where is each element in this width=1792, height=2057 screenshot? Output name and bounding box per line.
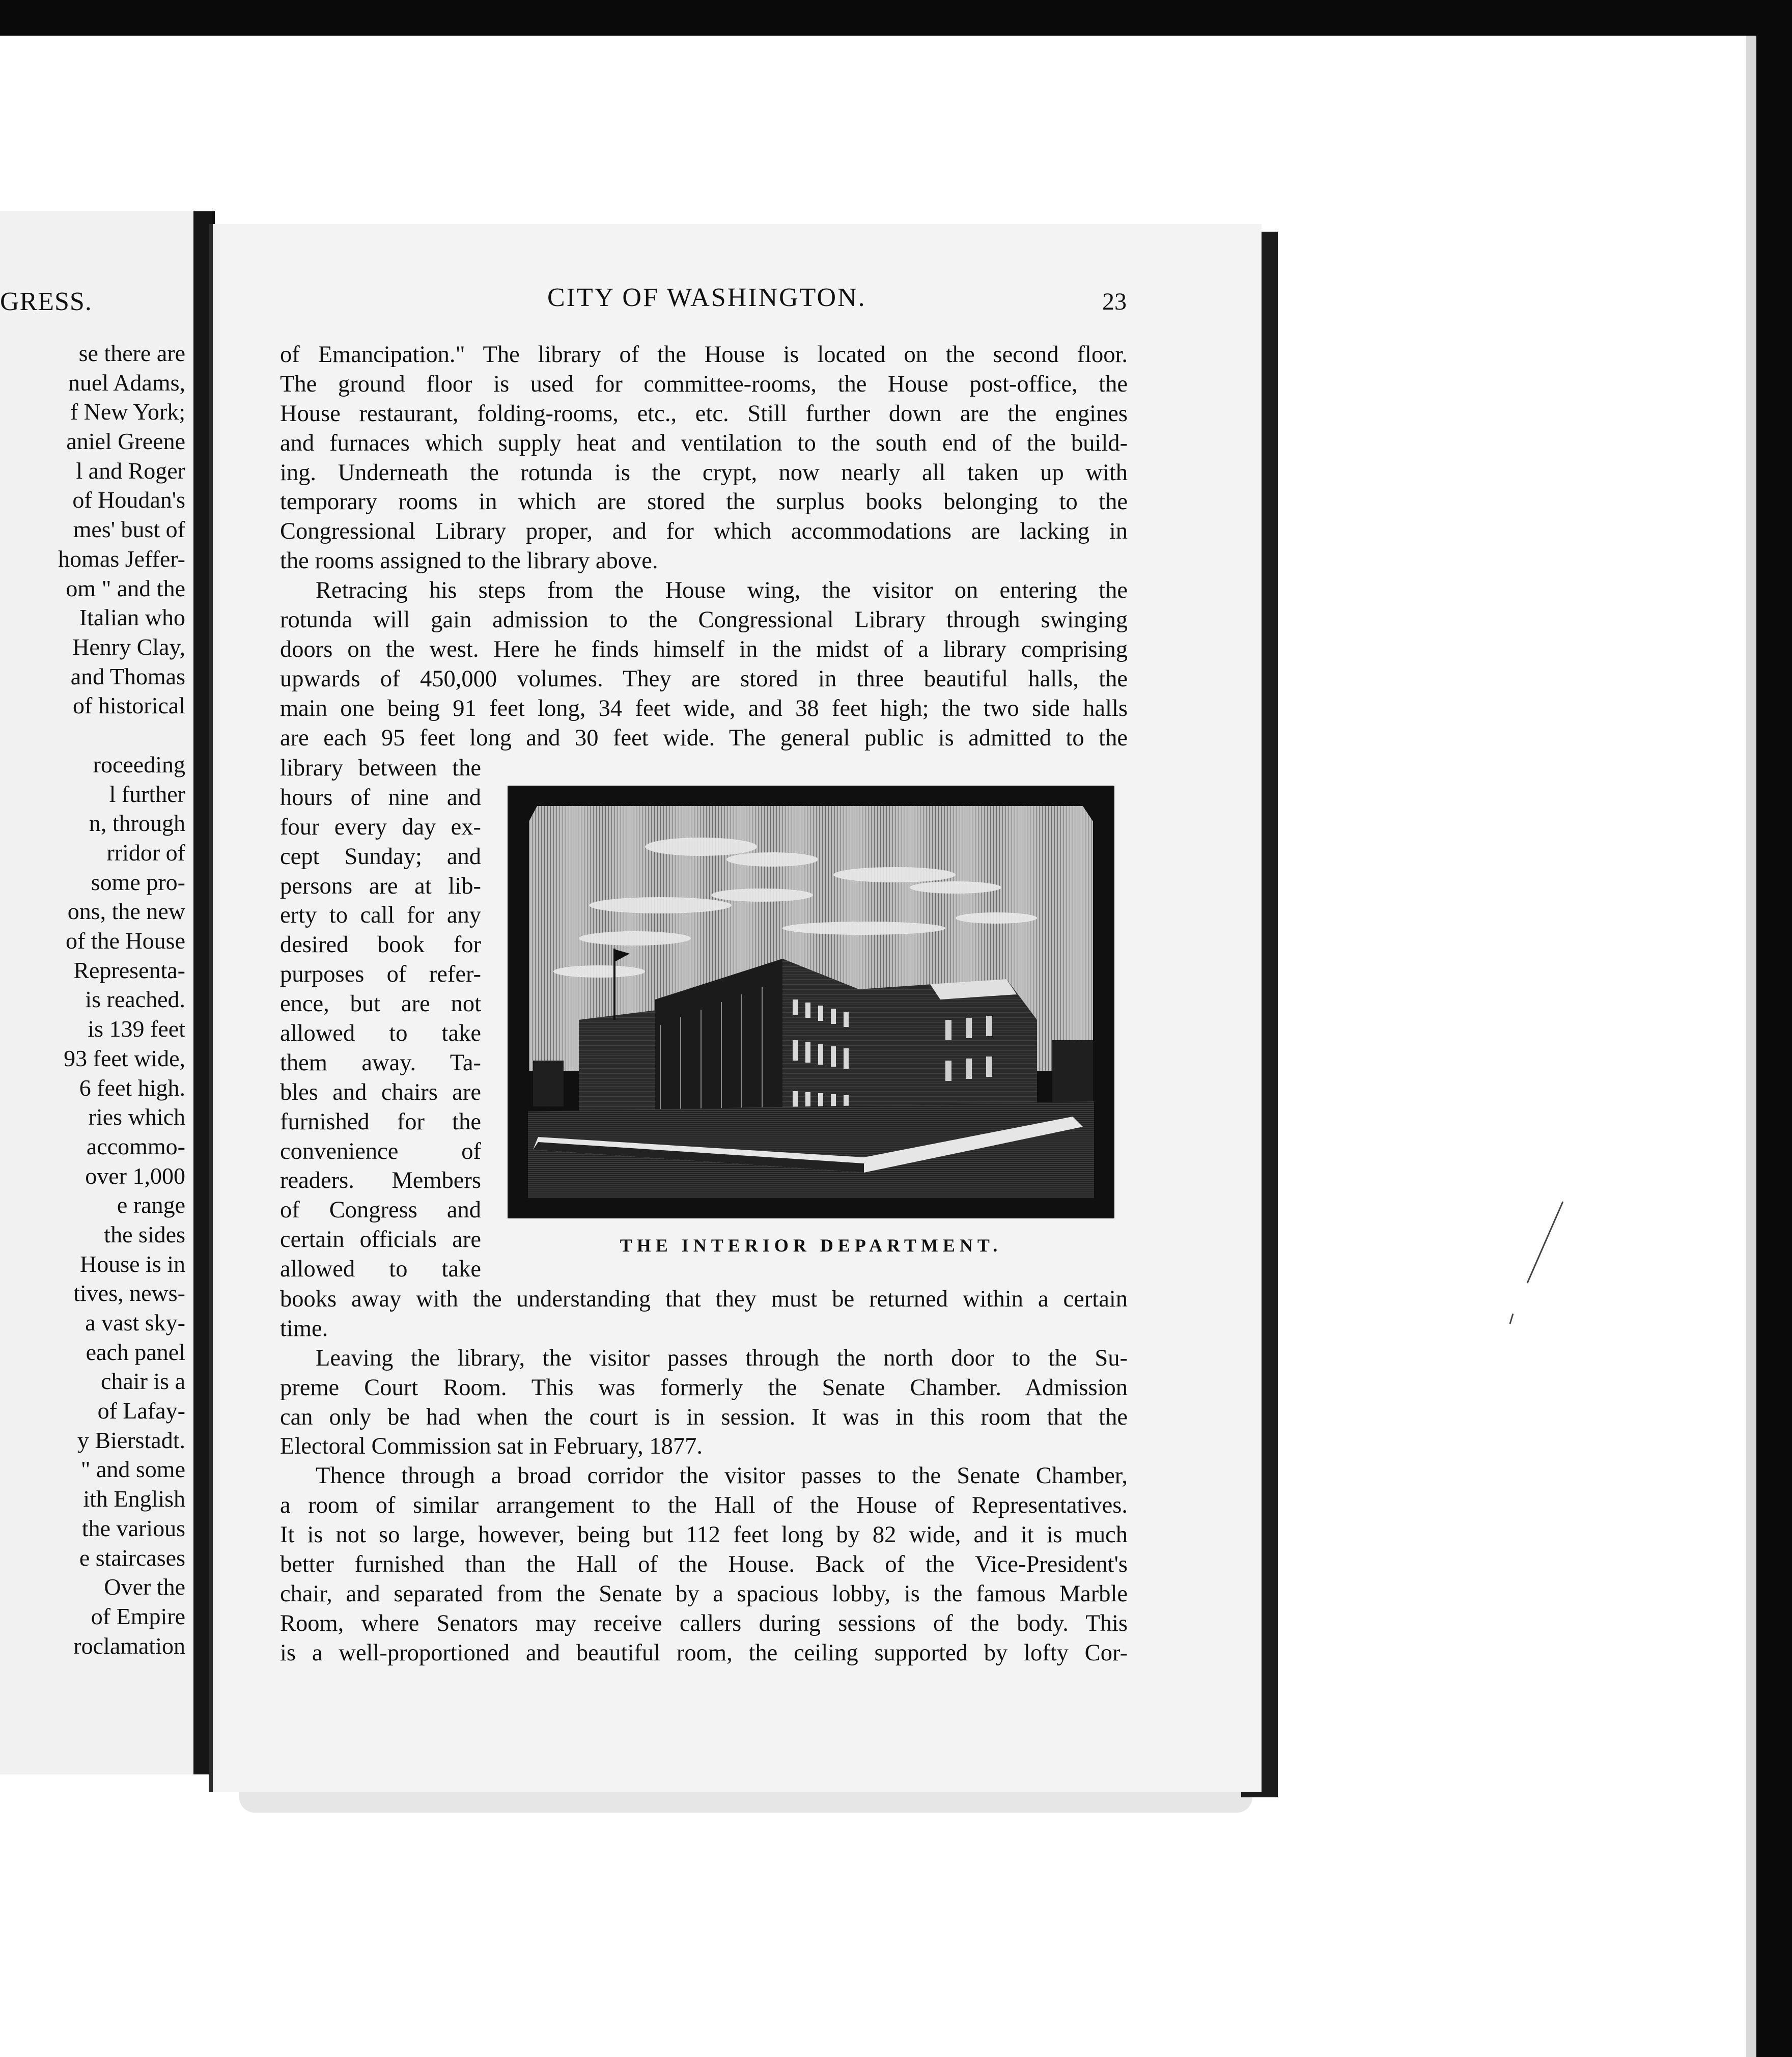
text-line: convenience of bbox=[280, 1138, 481, 1164]
text-line: four every day ex- bbox=[280, 814, 481, 840]
left-line: n, through bbox=[89, 810, 185, 837]
text-line: cept Sunday; and bbox=[280, 843, 481, 870]
left-line: the sides bbox=[104, 1221, 185, 1247]
text-line: doors on the west. Here he finds himself in the midst of a library comprising bbox=[280, 636, 1128, 662]
text-line: books away with the understanding that they must be returned within a certain bbox=[280, 1286, 1128, 1312]
left-line: the various bbox=[81, 1515, 185, 1541]
text-line: library between the bbox=[280, 755, 481, 781]
figure-caption: THE INTERIOR DEPARTMENT. bbox=[620, 1235, 1002, 1256]
left-line: e staircases bbox=[79, 1544, 185, 1571]
body-text-top bbox=[280, 340, 1128, 753]
text-line: Room, where Senators may receive callers during sessions of the body. This bbox=[280, 1610, 1128, 1636]
text-line: allowed to take bbox=[280, 1020, 481, 1047]
text-line: readers. Members bbox=[280, 1168, 481, 1194]
text-line: The ground floor is used for committee-rooms, the House post-office, the bbox=[280, 371, 1128, 397]
left-line: Representa- bbox=[73, 957, 185, 983]
text-line: erty to call for any bbox=[280, 902, 481, 929]
text-line: preme Court Room. This was formerly the Senate Chamber. Admission bbox=[280, 1374, 1128, 1401]
left-line: nuel Adams, bbox=[68, 369, 185, 396]
text-line: and furnaces which supply heat and ventilation to the south end of the build- bbox=[280, 430, 1128, 456]
text-line: certain officials are bbox=[280, 1227, 481, 1253]
left-line: 6 feet high. bbox=[79, 1074, 185, 1101]
left-line: l and Roger bbox=[76, 457, 185, 484]
left-line: of Lafay- bbox=[97, 1398, 185, 1424]
text-line: time. bbox=[280, 1315, 328, 1342]
left-line: e range bbox=[117, 1192, 185, 1218]
text-line: main one being 91 feet long, 34 feet wide, and 38 feet high; the two side halls bbox=[280, 695, 1128, 721]
text-line: rotunda will gain admission to the Congressional Library through swinging bbox=[280, 607, 1128, 633]
left-line: of the House bbox=[65, 928, 185, 954]
left-line: Over the bbox=[104, 1574, 185, 1600]
left-line: l further bbox=[109, 781, 185, 807]
left-line: ons, the new bbox=[67, 898, 185, 925]
left-line: ries which bbox=[88, 1104, 185, 1130]
body-text-bottom bbox=[280, 1285, 1128, 1668]
text-line: the rooms assigned to the library above. bbox=[280, 548, 658, 574]
left-line: roclamation bbox=[73, 1632, 185, 1659]
text-line: Leaving the library, the visitor passes through the north door to the Su- bbox=[316, 1345, 1128, 1371]
building-engraving bbox=[508, 786, 1114, 1218]
text-line: It is not so large, however, being but 112 feet long by 82 wide, and it is much bbox=[280, 1522, 1128, 1548]
text-line: bles and chairs are bbox=[280, 1079, 481, 1105]
left-line: tives, news- bbox=[73, 1280, 185, 1307]
left-line: a vast sky- bbox=[85, 1310, 185, 1336]
text-line: allowed to take bbox=[280, 1256, 481, 1283]
left-line: om " and the bbox=[66, 575, 185, 601]
left-line: 93 feet wide, bbox=[64, 1045, 185, 1071]
left-line: Italian who bbox=[79, 604, 185, 631]
text-line: can only be had when the court is in session. It was in this room that the bbox=[280, 1404, 1128, 1430]
scan-scratch-mark bbox=[1507, 1197, 1568, 1329]
left-line: roceeding bbox=[93, 751, 185, 777]
left-line: chair is a bbox=[100, 1368, 185, 1395]
left-line: " and some bbox=[80, 1456, 185, 1483]
left-line: is 139 feet bbox=[88, 1016, 185, 1042]
left-line: of historical bbox=[73, 692, 185, 719]
left-line: is reached. bbox=[85, 986, 185, 1013]
left-line: mes' bust of bbox=[73, 516, 185, 543]
text-line: them away. Ta- bbox=[280, 1049, 481, 1076]
left-line: and Thomas bbox=[70, 663, 185, 689]
text-line: Thence through a broad corridor the visitor passes to the Senate Chamber, bbox=[316, 1463, 1128, 1489]
left-line: House is in bbox=[80, 1250, 185, 1277]
body-text-beside-figure bbox=[280, 754, 481, 1284]
text-line: hours of nine and bbox=[280, 784, 481, 811]
text-line: purposes of refer- bbox=[280, 961, 481, 988]
left-line: of Empire bbox=[91, 1603, 185, 1629]
text-line: persons are at lib- bbox=[280, 873, 481, 899]
left-line: over 1,000 bbox=[85, 1162, 185, 1189]
left-line: accommo- bbox=[86, 1133, 185, 1159]
engraving-illustration bbox=[508, 786, 1114, 1218]
text-line: House restaurant, folding-rooms, etc., etc. Still further down are the engines bbox=[280, 400, 1128, 427]
left-line: some pro- bbox=[91, 869, 185, 895]
text-line: ing. Underneath the rotunda is the crypt, now nearly all taken up with bbox=[280, 459, 1128, 486]
text-line: of Congress and bbox=[280, 1197, 481, 1224]
left-line: f New York; bbox=[70, 399, 185, 425]
text-line: better furnished than the Hall of the House. Back of the Vice-President's bbox=[280, 1551, 1128, 1578]
left-line: rridor of bbox=[106, 840, 185, 866]
text-line: upwards of 450,000 volumes. They are stored in three beautiful halls, the bbox=[280, 665, 1128, 692]
text-line: are each 95 feet long and 30 feet wide. The general public is admitted to the bbox=[280, 725, 1128, 751]
left-line: Henry Clay, bbox=[72, 633, 185, 660]
left-line: aniel Greene bbox=[66, 428, 185, 455]
left-page-text bbox=[0, 339, 185, 1660]
text-line: Congressional Library proper, and for which accommodations are lacking in bbox=[280, 518, 1128, 545]
text-line: furnished for the bbox=[280, 1108, 481, 1135]
running-head: CITY OF WASHINGTON. bbox=[547, 283, 866, 312]
text-line: ence, but are not bbox=[280, 991, 481, 1017]
scan-right-border bbox=[1756, 0, 1792, 2057]
left-line: of Houdan's bbox=[72, 487, 185, 513]
page-number: 23 bbox=[1102, 288, 1127, 315]
text-line: Retracing his steps from the House wing, the visitor on entering the bbox=[316, 577, 1128, 604]
scan-sheet-edge bbox=[1746, 36, 1756, 2057]
left-line: each panel bbox=[86, 1339, 185, 1365]
left-line: y Bierstadt. bbox=[77, 1427, 185, 1453]
scan-top-border bbox=[0, 0, 1792, 36]
text-line: Electoral Commission sat in February, 1877. bbox=[280, 1433, 703, 1460]
left-page bbox=[0, 211, 215, 1774]
text-line: chair, and separated from the Senate by a spacious lobby, is the famous Marble bbox=[280, 1580, 1128, 1607]
text-line: of Emancipation." The library of the House is located on the second floor. bbox=[280, 342, 1128, 368]
left-line: ith English bbox=[83, 1486, 185, 1512]
text-line: a room of similar arrangement to the Hall of the House of Representatives. bbox=[280, 1492, 1128, 1519]
left-line: se there are bbox=[78, 340, 185, 366]
text-line: desired book for bbox=[280, 932, 481, 958]
text-line: is a well-proportioned and beautiful room, the ceiling supported by lofty Cor- bbox=[280, 1639, 1128, 1666]
left-line: homas Jeffer- bbox=[58, 545, 185, 572]
left-running-head: GRESS. bbox=[0, 287, 92, 316]
text-line: temporary rooms in which are stored the surplus books belonging to the bbox=[280, 489, 1128, 515]
